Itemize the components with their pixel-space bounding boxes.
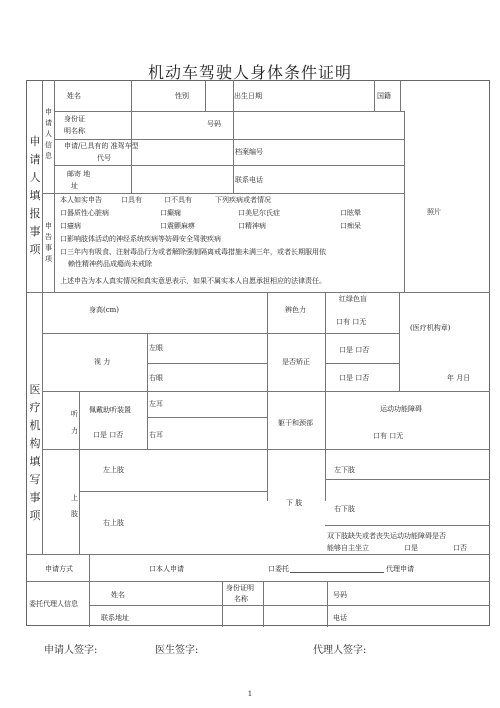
disease-parkinson: 口震颤麻痹 (160, 222, 195, 230)
agent-info-label: 委托代理人信息 (29, 600, 78, 608)
motor-label: 运动功能障碍 (380, 405, 422, 413)
stamp-date: 年 月日 (447, 374, 471, 382)
declaration-statement: 上述申告为本人真实情况和真实意思表示，如果不属实本人自愿承担相应的法律责任。 (60, 277, 326, 285)
vision-label: 视 力 (94, 358, 111, 366)
hearing-label: 听 (71, 410, 78, 418)
option-self-apply: 口本人申请 (149, 565, 184, 573)
agent-id-number-label: 号码 (333, 591, 347, 599)
corrected-yn-1: 口是 口否 (339, 346, 370, 354)
form-table (26, 80, 490, 626)
declaration-label: 申告事项 (45, 222, 52, 263)
both-lower-label: 双下肢缺失或者丧失运动功能障碍是否 (327, 532, 446, 540)
disease-epilepsy: 口癫痫 (160, 209, 181, 217)
doctor-signature-label: 医生签字: (155, 645, 199, 656)
both-lower-no: 口否 (453, 544, 467, 552)
red-green-options: 口有 口无 (336, 318, 367, 326)
phone-label: 联系电话 (235, 176, 263, 184)
lower-limb-label: 下 肢 (286, 499, 303, 507)
disease-drugs-2: 赖性精神药品成瘾尚未戒除 (68, 260, 152, 268)
nationality-label: 国籍 (377, 92, 391, 100)
gender-label: 性别 (175, 92, 189, 100)
color-vision-label: 辨色力 (285, 306, 306, 314)
corrected-yn-2: 口是 口否 (339, 374, 370, 382)
right-lower-label: 右下肢 (334, 505, 355, 513)
disease-meniere: 口美尼尔氏症 (238, 209, 280, 217)
name-label: 姓名 (67, 92, 81, 100)
disease-vertigo: 口眩晕 (340, 209, 361, 217)
id-doc-name-label-2: 明名称 (64, 127, 85, 135)
agent-phone-label: 电话 (333, 614, 347, 622)
right-ear-label: 右耳 (149, 431, 163, 439)
both-lower-label-2: 能够自主坐立 (327, 544, 369, 552)
motor-options: 口有 口无 (373, 432, 404, 440)
id-number-label: 号码 (207, 120, 221, 128)
file-number-label: 档案编号 (235, 148, 263, 156)
photo-area: 照片 (427, 208, 441, 216)
declare-tail: 下列疾病或者情况 (215, 196, 271, 204)
medical-section-label: 医疗机构填写事项 (29, 383, 41, 522)
address-label: 邮寄 地 (67, 170, 91, 178)
id-doc-name-label: 身份证 (64, 115, 85, 123)
left-lower-label: 左下肢 (334, 466, 355, 474)
license-code-label: 代号 (97, 154, 111, 162)
hearing-label-2: 力 (71, 427, 78, 435)
applicant-signature-label: 申请人签字: (44, 645, 98, 656)
both-lower-yes: 口是 (404, 544, 418, 552)
agent-address-label: 联系地址 (101, 614, 129, 622)
disease-neuro: 口影响肢体活动的神经系统疾病等妨碍安全驾驶疾病 (60, 235, 221, 243)
birth-date-label: 出生日期 (234, 92, 262, 100)
hearing-aid-options: 口是 口否 (93, 431, 124, 439)
right-eye-label: 右眼 (149, 374, 163, 382)
applicant-section-label: 申请人填报事项 (29, 135, 41, 256)
right-upper-label: 右上肢 (103, 519, 124, 527)
left-ear-label: 左耳 (149, 400, 163, 408)
agent-signature-label: 代理人签字: (313, 645, 367, 656)
declare-intro: 本人如实申告 (60, 196, 102, 204)
height-label: 身高(cm) (89, 306, 120, 314)
license-type-label: 申请/已具有的 准驾车型 (64, 142, 139, 150)
upper-limb-label-2: 肢 (71, 510, 78, 518)
disease-heart: 口器质性心脏病 (60, 209, 109, 217)
left-upper-label: 左上肢 (103, 466, 124, 474)
agent-apply-label: 代理申请 (386, 565, 414, 573)
disease-dementia: 口痴呆 (340, 222, 361, 230)
upper-limb-label: 上 (71, 494, 78, 502)
agent-name-label: 姓名 (111, 591, 125, 599)
option-have: 口具有 (121, 196, 142, 204)
option-not-have: 口不具有 (164, 196, 192, 204)
trunk-neck-label: 躯干和颈部 (278, 419, 313, 427)
left-eye-label: 左眼 (149, 344, 163, 352)
agent-id-name-label: 身份证明 (226, 584, 254, 592)
red-green-label: 红绿色盲 (339, 295, 367, 303)
document-title: 机动车驾驶人身体条件证明 (147, 63, 352, 82)
disease-psychosis: 口精神病 (238, 222, 266, 230)
institution-stamp: (医疗机构章) (410, 324, 451, 332)
corrected-label: 是否矫正 (282, 358, 310, 366)
disease-drugs: 口三年内有吸食、注射毒品行为或者解除强制隔离戒毒措施未满三年，或者长期服用依 (60, 248, 326, 256)
page-number: 1 (247, 690, 253, 698)
address-label-2: 址 (71, 182, 78, 190)
disease-hysteria: 口癔病 (60, 222, 81, 230)
agent-id-name-label-2: 名称 (234, 595, 248, 603)
application-method-label: 申请方式 (45, 565, 73, 573)
option-entrust: 口委托 (268, 565, 289, 573)
hearing-aid-label: 佩戴助听装置 (89, 406, 131, 414)
applicant-info-label: 申请人信息 (45, 108, 52, 160)
